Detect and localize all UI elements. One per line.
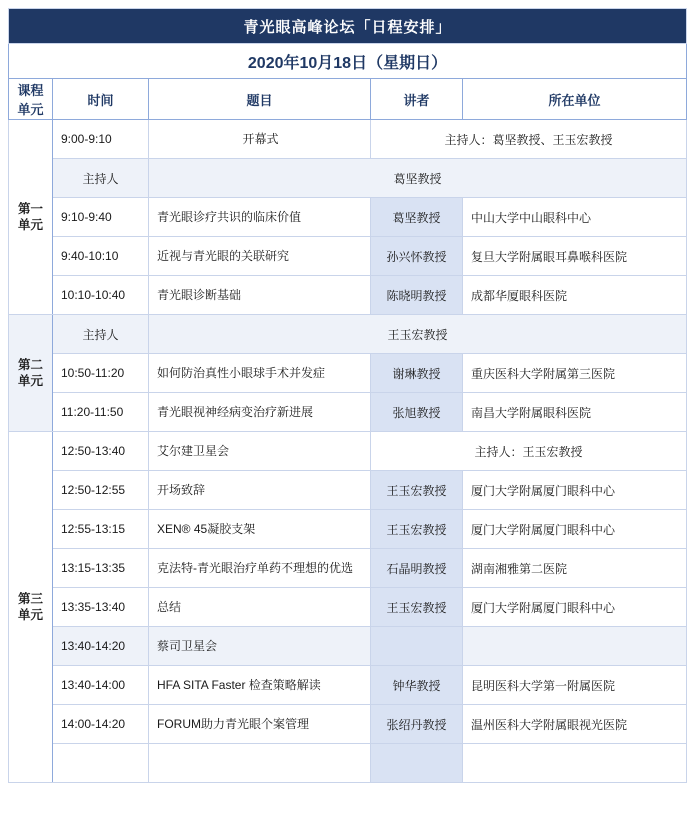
table-row xyxy=(9,315,687,354)
row-org: 温州医科大学附属眼视光医院 xyxy=(463,705,687,744)
forum-date: 2020年10月18日（星期日） xyxy=(9,44,687,79)
unit-cell-2 xyxy=(9,315,53,432)
row-speaker: 王玉宏教授 xyxy=(371,588,463,627)
agenda-table xyxy=(8,8,687,783)
row-org: 厦门大学附属厦门眼科中心 xyxy=(463,588,687,627)
header-row xyxy=(9,79,687,120)
row-time: 13:40-14:20 xyxy=(53,627,149,666)
row-time: 9:40-10:10 xyxy=(53,237,149,276)
unit-1-line1: 第一 xyxy=(17,202,43,216)
table-row xyxy=(9,510,687,549)
column-header-unit-line2: 单元 xyxy=(17,102,44,117)
forum-title: 青光眼高峰论坛「日程安排」 xyxy=(9,9,687,44)
row-time: 12:50-12:55 xyxy=(53,471,149,510)
title-row xyxy=(9,9,687,44)
row-speaker: 孙兴怀教授 xyxy=(371,237,463,276)
column-header-org: 所在单位 xyxy=(463,79,687,120)
row-topic: 克法特-青光眼治疗单药不理想的优选 xyxy=(149,549,371,588)
row-time: 11:20-11:50 xyxy=(53,393,149,432)
row-time: 9:10-9:40 xyxy=(53,198,149,237)
table-row-partial xyxy=(9,744,687,783)
row-time: 10:50-11:20 xyxy=(53,354,149,393)
row-org: 重庆医科大学附属第三医院 xyxy=(463,354,687,393)
unit-2-line2: 单元 xyxy=(17,374,43,388)
table-row xyxy=(9,666,687,705)
row-merged-host: 主持人：葛坚教授、王玉宏教授 xyxy=(371,120,687,159)
row-merged-host: 主持人：王玉宏教授 xyxy=(371,432,687,471)
row-org: 南昌大学附属眼科医院 xyxy=(463,393,687,432)
table-row xyxy=(9,120,687,159)
row-time: 13:40-14:00 xyxy=(53,666,149,705)
row-topic: 开幕式 xyxy=(149,120,371,159)
row-topic-empty xyxy=(149,744,371,783)
row-time: 13:35-13:40 xyxy=(53,588,149,627)
column-header-topic: 题目 xyxy=(149,79,371,120)
row-org: 中山大学中山眼科中心 xyxy=(463,198,687,237)
unit-3-line1: 第三 xyxy=(17,592,43,606)
row-speaker: 张绍丹教授 xyxy=(371,705,463,744)
row-topic: 青光眼视神经病变治疗新进展 xyxy=(149,393,371,432)
column-header-time: 时间 xyxy=(53,79,149,120)
row-time: 10:10-10:40 xyxy=(53,276,149,315)
row-speaker: 陈晓明教授 xyxy=(371,276,463,315)
row-topic: 近视与青光眼的关联研究 xyxy=(149,237,371,276)
row-speaker: 钟华教授 xyxy=(371,666,463,705)
table-row xyxy=(9,237,687,276)
row-speaker: 石晶明教授 xyxy=(371,549,463,588)
row-topic: 青光眼诊疗共识的临床价值 xyxy=(149,198,371,237)
row-time: 12:55-13:15 xyxy=(53,510,149,549)
column-header-unit-line1: 课程 xyxy=(17,83,44,98)
row-speaker: 王玉宏教授 xyxy=(371,471,463,510)
row-topic: 开场致辞 xyxy=(149,471,371,510)
unit-1-line2: 单元 xyxy=(17,218,43,232)
row-speaker xyxy=(371,627,463,666)
row-org: 厦门大学附属厦门眼科中心 xyxy=(463,471,687,510)
table-row xyxy=(9,627,687,666)
row-host-label: 主持人 xyxy=(53,159,149,198)
column-header-unit xyxy=(9,79,53,120)
row-topic: FORUM助力青光眼个案管理 xyxy=(149,705,371,744)
row-topic: 如何防治真性小眼球手术并发症 xyxy=(149,354,371,393)
unit-cell-3 xyxy=(9,432,53,783)
date-row xyxy=(9,44,687,79)
row-speaker: 葛坚教授 xyxy=(371,198,463,237)
row-speaker: 张旭教授 xyxy=(371,393,463,432)
table-row xyxy=(9,198,687,237)
row-time: 12:50-13:40 xyxy=(53,432,149,471)
column-header-speaker: 讲者 xyxy=(371,79,463,120)
row-topic: 艾尔建卫星会 xyxy=(149,432,371,471)
table-row xyxy=(9,471,687,510)
table-row xyxy=(9,549,687,588)
row-org: 湖南湘雅第二医院 xyxy=(463,549,687,588)
table-row xyxy=(9,276,687,315)
row-host-name: 葛坚教授 xyxy=(149,159,687,198)
row-org: 成都华厦眼科医院 xyxy=(463,276,687,315)
row-speaker: 王玉宏教授 xyxy=(371,510,463,549)
row-host-label: 主持人 xyxy=(53,315,149,354)
row-time: 13:15-13:35 xyxy=(53,549,149,588)
table-row xyxy=(9,354,687,393)
row-org: 复旦大学附属眼耳鼻喉科医院 xyxy=(463,237,687,276)
row-time-empty xyxy=(53,744,149,783)
row-org-empty xyxy=(463,744,687,783)
row-topic: 青光眼诊断基础 xyxy=(149,276,371,315)
row-time: 14:00-14:20 xyxy=(53,705,149,744)
row-speaker-empty xyxy=(371,744,463,783)
unit-cell-1 xyxy=(9,120,53,315)
unit-2-line1: 第二 xyxy=(17,358,43,372)
row-topic: HFA SITA Faster 检查策略解读 xyxy=(149,666,371,705)
row-host-name: 王玉宏教授 xyxy=(149,315,687,354)
table-row xyxy=(9,393,687,432)
row-org: 厦门大学附属厦门眼科中心 xyxy=(463,510,687,549)
table-row xyxy=(9,705,687,744)
row-time: 9:00-9:10 xyxy=(53,120,149,159)
row-speaker: 谢琳教授 xyxy=(371,354,463,393)
table-row xyxy=(9,588,687,627)
row-topic: 总结 xyxy=(149,588,371,627)
row-topic: XEN® 45凝胶支架 xyxy=(149,510,371,549)
row-org: 昆明医科大学第一附属医院 xyxy=(463,666,687,705)
table-row xyxy=(9,159,687,198)
row-topic: 蔡司卫星会 xyxy=(149,627,371,666)
unit-3-line2: 单元 xyxy=(17,608,43,622)
table-row xyxy=(9,432,687,471)
row-org xyxy=(463,627,687,666)
